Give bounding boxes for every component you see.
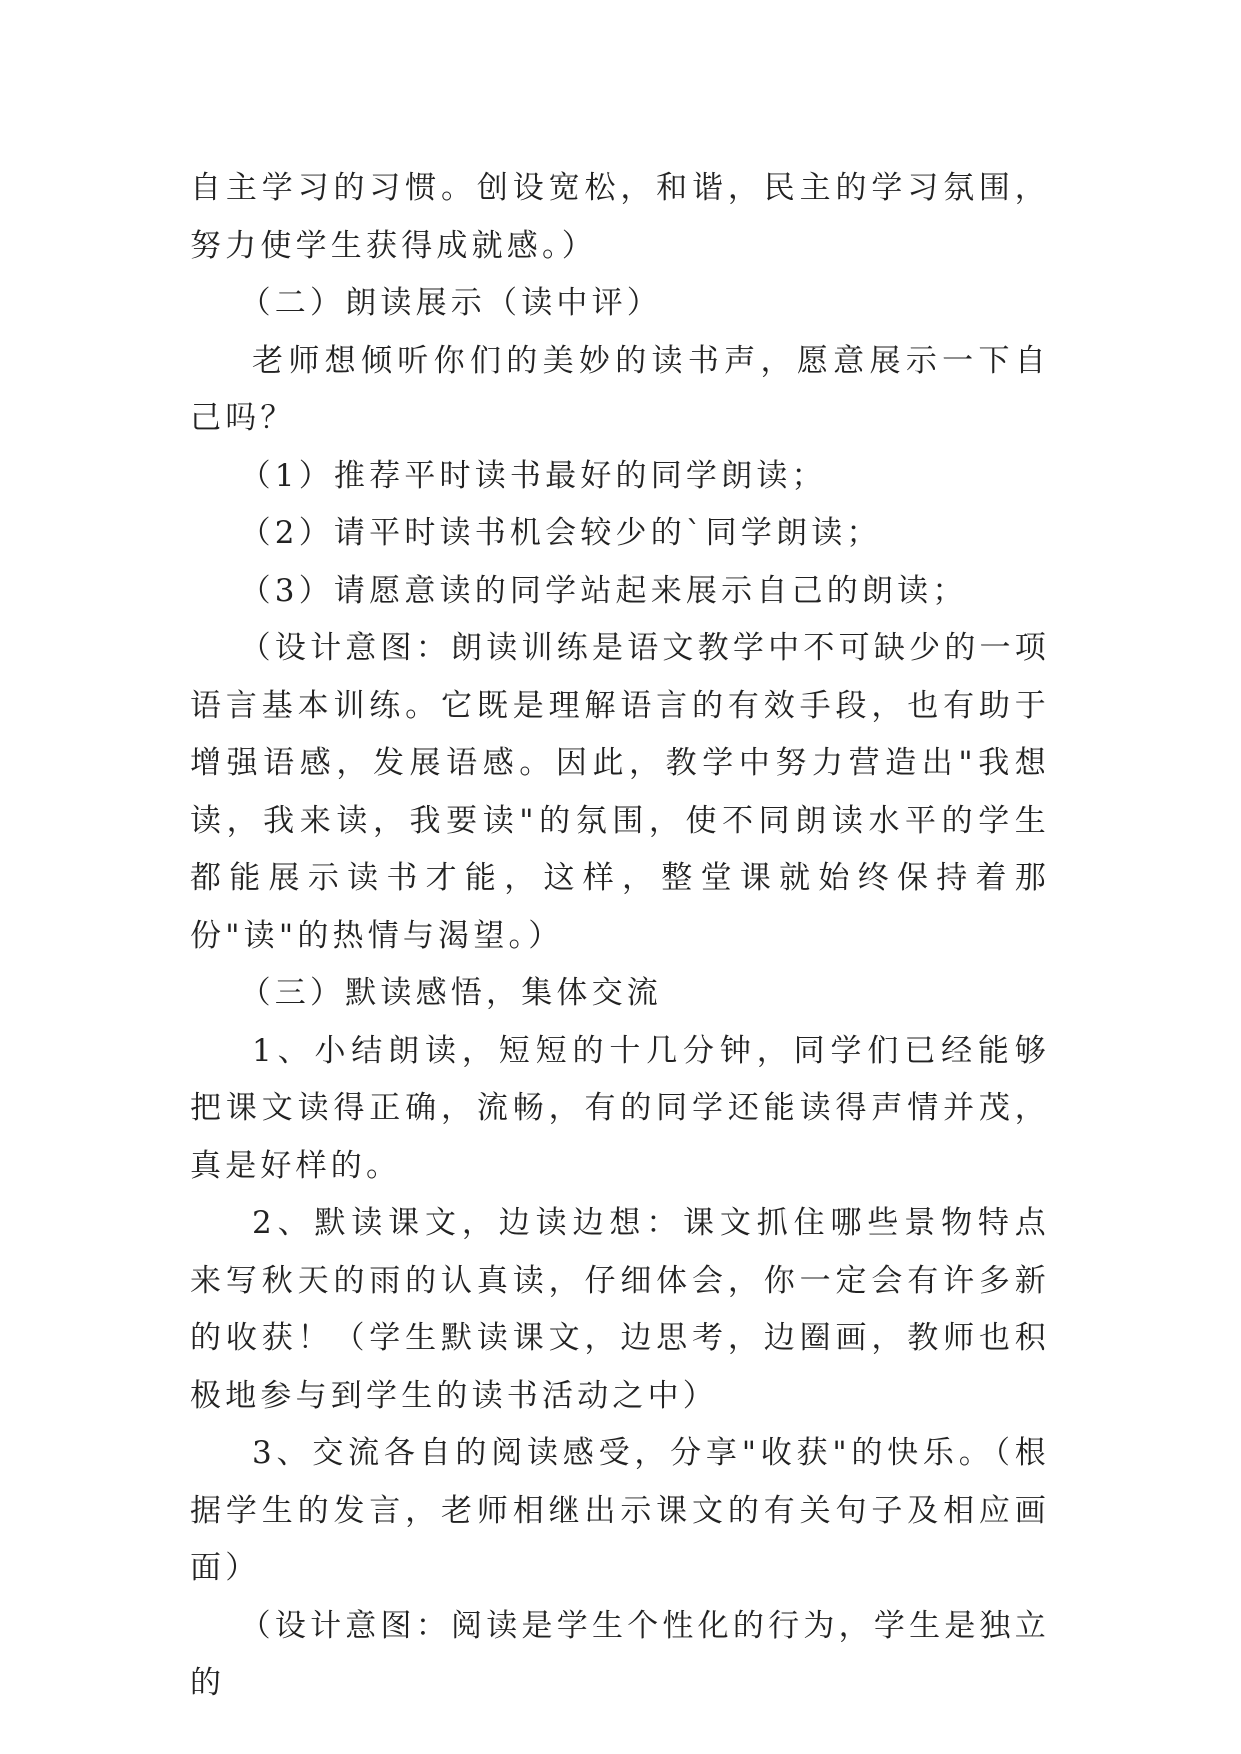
list-item: （3）请愿意读的同学站起来展示自己的朗读；	[239, 572, 968, 609]
paragraph: 自主学习的习惯。创设宽松，和谐，民主的学习氛围，努力使学生获得成就感。）	[190, 170, 1050, 264]
paragraph: 3、交流各自的阅读感受，分享"收获"的快乐。（根据学生的发言，老师相继出示课文的有关句子及相应画面）	[190, 1435, 1050, 1586]
paragraph: 2、默读课文，边读边想：课文抓住哪些景物特点来写秋天的雨的认真读，仔细体会，你一定会有许多新的收获！（学生默读课文，边思考，边圈画，教师也积极地参与到学生的读书活动之中）	[190, 1205, 1050, 1414]
section-heading: （三）默读感悟，集体交流	[239, 975, 662, 1011]
design-intent-paragraph: （设计意图：阅读是学生个性化的行为，学生是独立的	[190, 1607, 1050, 1701]
paragraph: 1、小结朗读，短短的十几分钟，同学们已经能够把课文读得正确，流畅，有的同学还能读得声情并茂，真是好样的。	[190, 1032, 1050, 1184]
list-item: （1）推荐平时读书最好的同学朗读；	[239, 457, 827, 494]
document-body	[190, 160, 1050, 1713]
section-heading: （二）朗读展示（读中评）	[239, 285, 662, 321]
paragraph: 老师想倾听你们的美妙的读书声，愿意展示一下自己吗？	[190, 342, 1050, 436]
design-intent-paragraph: （设计意图：朗读训练是语文教学中不可缺少的一项语言基本训练。它既是理解语言的有效手段，也有助于增强语感，发展语感。因此，教学中努力营造出"我想读，我来读，我要读"的氛围，使不同朗读水平的学生都能展示读书才能，这样，整堂课就始终保持着那份"读"的热情与渴望。）	[190, 630, 1050, 954]
list-item: （2）请平时读书机会较少的`同学朗读；	[239, 515, 882, 551]
